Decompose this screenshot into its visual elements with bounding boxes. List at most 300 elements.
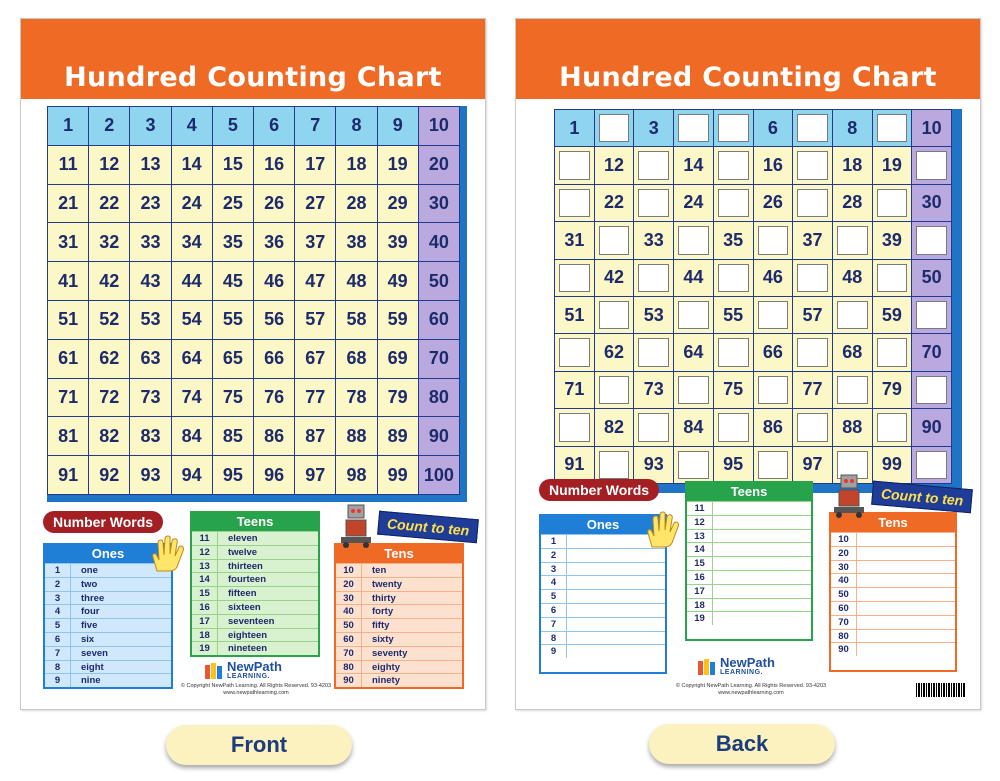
teens-title: Teens xyxy=(192,513,318,531)
grid-cell: 10 xyxy=(912,110,951,146)
grid-cell: 11 xyxy=(48,146,88,184)
blank-box xyxy=(797,413,828,441)
row-number: 15 xyxy=(687,557,713,570)
grid-cell: 29 xyxy=(378,185,418,223)
grid-cell: 63 xyxy=(130,340,170,378)
row-word xyxy=(857,574,955,587)
row-word xyxy=(713,502,811,515)
blank-box xyxy=(678,376,709,404)
grid-cell: 24 xyxy=(674,185,713,221)
table-row xyxy=(687,501,811,515)
grid-cell: 82 xyxy=(89,417,129,455)
blank-box xyxy=(678,451,709,479)
grid-cell: 46 xyxy=(254,262,294,300)
blank-box xyxy=(877,413,908,441)
grid-cell: 71 xyxy=(555,372,594,408)
blank-box xyxy=(837,376,868,404)
grid-cell: 47 xyxy=(295,262,335,300)
row-number: 80 xyxy=(831,630,857,643)
grid-cell: 26 xyxy=(254,185,294,223)
grid-cell: 16 xyxy=(754,147,793,183)
blank-box xyxy=(877,189,908,217)
table-row xyxy=(336,632,462,646)
row-word: seven xyxy=(81,647,108,659)
grid-cell: 14 xyxy=(172,146,212,184)
table-row xyxy=(541,617,665,631)
blank-box xyxy=(638,338,669,366)
blank-box xyxy=(797,151,828,179)
grid-cell: 3 xyxy=(130,107,170,145)
grid-cell: 31 xyxy=(48,223,88,261)
row-number: 70 xyxy=(336,647,362,660)
table-row xyxy=(687,542,811,556)
row-number: 2 xyxy=(45,578,71,591)
table-row xyxy=(192,531,318,545)
table-row xyxy=(336,660,462,674)
row-number: 60 xyxy=(336,633,362,646)
ones-title: Ones xyxy=(45,545,171,563)
row-word: fourteen xyxy=(228,574,266,586)
grid-cell xyxy=(793,147,832,183)
table-row xyxy=(831,601,955,615)
hand-icon xyxy=(149,535,189,573)
row-number: 2 xyxy=(541,549,567,562)
grid-cell: 55 xyxy=(213,301,253,339)
grid-cell xyxy=(714,110,753,146)
row-number: 14 xyxy=(687,543,713,556)
table-row xyxy=(831,560,955,574)
hundred-grid xyxy=(554,109,952,484)
row-word: eighty xyxy=(372,661,400,673)
grid-cell: 53 xyxy=(634,297,673,333)
grid-cell: 79 xyxy=(378,379,418,417)
grid-cell xyxy=(912,222,951,258)
grid-cell: 5 xyxy=(213,107,253,145)
blank-box xyxy=(797,338,828,366)
table-row xyxy=(541,631,665,645)
row-number: 3 xyxy=(45,592,71,605)
row-number: 50 xyxy=(336,619,362,632)
grid-cell: 80 xyxy=(419,379,459,417)
grid-cell: 6 xyxy=(254,107,294,145)
table-row xyxy=(192,600,318,614)
table-row xyxy=(687,529,811,543)
front-poster xyxy=(20,18,486,710)
grid-cell: 90 xyxy=(912,409,951,445)
grid-cell: 60 xyxy=(419,301,459,339)
grid-cell xyxy=(595,372,634,408)
blank-box xyxy=(638,264,669,292)
grid-cell: 64 xyxy=(674,334,713,370)
grid-cell xyxy=(873,185,912,221)
blank-box xyxy=(916,451,947,479)
table-row xyxy=(45,646,171,660)
row-number: 9 xyxy=(541,645,567,658)
blank-box xyxy=(916,226,947,254)
table-row xyxy=(831,642,955,656)
grid-cell: 66 xyxy=(254,340,294,378)
grid-cell xyxy=(833,222,872,258)
row-word: twelve xyxy=(228,546,258,558)
grid-cell: 50 xyxy=(912,260,951,296)
grid-cell: 72 xyxy=(89,379,129,417)
table-row xyxy=(831,573,955,587)
grid-cell xyxy=(555,409,594,445)
row-word xyxy=(713,543,811,556)
row-number: 11 xyxy=(687,502,713,515)
grid-cell: 35 xyxy=(213,223,253,261)
grid-cell: 41 xyxy=(48,262,88,300)
blank-box xyxy=(916,301,947,329)
row-number: 60 xyxy=(831,602,857,615)
row-number: 4 xyxy=(541,576,567,589)
grid-cell: 28 xyxy=(833,185,872,221)
grid-cell xyxy=(873,409,912,445)
grid-cell xyxy=(714,147,753,183)
teens-table xyxy=(685,481,813,641)
blank-box xyxy=(916,376,947,404)
logo-name: NewPath xyxy=(227,659,282,674)
grid-cell: 14 xyxy=(674,147,713,183)
blank-box xyxy=(837,301,868,329)
grid-cell: 96 xyxy=(254,456,294,494)
grid-cell: 25 xyxy=(213,185,253,223)
grid-cell xyxy=(873,260,912,296)
blank-box xyxy=(718,151,749,179)
blank-box xyxy=(718,189,749,217)
row-word: fifty xyxy=(372,620,390,632)
grid-cell: 51 xyxy=(48,301,88,339)
grid-cell: 38 xyxy=(336,223,376,261)
row-word: nine xyxy=(81,675,101,687)
grid-cell: 51 xyxy=(555,297,594,333)
grid-cell xyxy=(793,409,832,445)
grid-cell: 91 xyxy=(555,447,594,483)
grid-cell: 56 xyxy=(254,301,294,339)
grid-cell xyxy=(793,334,832,370)
grid-cell: 21 xyxy=(48,185,88,223)
row-word: eight xyxy=(81,661,104,673)
grid-cell: 28 xyxy=(336,185,376,223)
blank-box xyxy=(877,264,908,292)
grid-cell: 50 xyxy=(419,262,459,300)
newpath-logo xyxy=(205,661,282,680)
table-row xyxy=(45,660,171,674)
grid-cell: 8 xyxy=(336,107,376,145)
grid-cell xyxy=(754,222,793,258)
grid-cell: 94 xyxy=(172,456,212,494)
grid-cell: 62 xyxy=(595,334,634,370)
grid-cell: 33 xyxy=(634,222,673,258)
logo-sub: LEARNING. xyxy=(227,673,270,680)
grid-cell: 9 xyxy=(378,107,418,145)
table-row xyxy=(831,587,955,601)
grid-cell: 34 xyxy=(172,223,212,261)
grid-cell: 76 xyxy=(254,379,294,417)
table-row xyxy=(541,575,665,589)
grid-cell: 75 xyxy=(213,379,253,417)
blank-box xyxy=(758,451,789,479)
website-text: www.newpathlearning.com xyxy=(223,690,289,696)
copyright-text: © Copyright NewPath Learning. All Rights Reserved. 93-4203 xyxy=(675,683,827,689)
row-word: thirteen xyxy=(228,560,263,572)
grid-cell: 33 xyxy=(130,223,170,261)
tens-title: Tens xyxy=(336,545,462,563)
title-banner xyxy=(516,19,980,99)
row-word: nineteen xyxy=(228,643,268,655)
grid-cell: 12 xyxy=(595,147,634,183)
row-word: forty xyxy=(372,606,394,618)
grid-cell xyxy=(555,334,594,370)
row-number: 7 xyxy=(541,618,567,631)
grid-cell: 68 xyxy=(336,340,376,378)
website-text: www.newpathlearning.com xyxy=(718,690,784,696)
grid-cell: 39 xyxy=(378,223,418,261)
front-label-button[interactable]: Front xyxy=(166,725,352,765)
grid-cell: 64 xyxy=(172,340,212,378)
book-icon xyxy=(205,663,223,679)
grid-cell: 70 xyxy=(419,340,459,378)
grid-cell: 55 xyxy=(714,297,753,333)
grid-cell: 73 xyxy=(130,379,170,417)
row-number: 18 xyxy=(192,629,218,642)
count-to-ten-label: Count to ten xyxy=(871,481,973,514)
grid-cell: 44 xyxy=(172,262,212,300)
row-word: three xyxy=(81,592,105,604)
row-word xyxy=(713,571,811,584)
row-number: 10 xyxy=(336,564,362,577)
row-word xyxy=(857,630,955,643)
grid-cell: 73 xyxy=(634,372,673,408)
grid-cell xyxy=(793,260,832,296)
grid-cell: 30 xyxy=(912,185,951,221)
row-word xyxy=(713,599,811,612)
grid-cell: 79 xyxy=(873,372,912,408)
grid-cell xyxy=(674,110,713,146)
grid-cell: 59 xyxy=(873,297,912,333)
grid-cell: 84 xyxy=(172,417,212,455)
robot-icon xyxy=(832,473,866,519)
copyright-block xyxy=(171,683,341,697)
table-row xyxy=(336,563,462,577)
row-number: 17 xyxy=(687,585,713,598)
table-row xyxy=(336,577,462,591)
grid-cell xyxy=(634,260,673,296)
blank-box xyxy=(758,376,789,404)
grid-cell: 8 xyxy=(833,110,872,146)
row-word: thirty xyxy=(372,592,396,604)
grid-cell: 40 xyxy=(419,223,459,261)
row-number: 11 xyxy=(192,532,218,545)
table-row xyxy=(336,673,462,687)
row-word: ninety xyxy=(372,675,400,687)
grid-cell: 87 xyxy=(295,417,335,455)
grid-cell xyxy=(674,372,713,408)
row-word: fifteen xyxy=(228,588,257,600)
grid-cell: 98 xyxy=(336,456,376,494)
grid-cell: 36 xyxy=(254,223,294,261)
grid-cell: 70 xyxy=(912,334,951,370)
blank-box xyxy=(718,114,749,142)
row-word xyxy=(567,604,665,617)
blank-box xyxy=(678,114,709,142)
table-row xyxy=(192,572,318,586)
barcode xyxy=(916,683,966,697)
blank-box xyxy=(599,114,630,142)
row-number: 80 xyxy=(336,661,362,674)
grid-cell xyxy=(793,185,832,221)
blank-box xyxy=(599,301,630,329)
row-word: one xyxy=(81,565,98,576)
grid-cell: 86 xyxy=(754,409,793,445)
grid-cell: 88 xyxy=(833,409,872,445)
row-number: 1 xyxy=(541,535,567,548)
grid-cell: 71 xyxy=(48,379,88,417)
blank-box xyxy=(718,264,749,292)
table-row xyxy=(192,586,318,600)
row-number: 14 xyxy=(192,573,218,586)
book-icon xyxy=(698,659,716,675)
row-word: six xyxy=(81,633,95,645)
blank-box xyxy=(797,189,828,217)
row-word xyxy=(567,645,665,658)
row-number: 40 xyxy=(336,605,362,618)
teens-title: Teens xyxy=(687,483,811,501)
grid-cell: 30 xyxy=(419,185,459,223)
blank-box xyxy=(678,301,709,329)
blank-box xyxy=(877,338,908,366)
grid-cell: 90 xyxy=(419,417,459,455)
copyright-text: © Copyright NewPath Learning. All Rights Reserved. 93-4203 xyxy=(180,683,332,689)
number-words-label: Number Words xyxy=(539,479,659,501)
grid-cell xyxy=(595,110,634,146)
row-word xyxy=(857,643,955,656)
blank-box xyxy=(638,151,669,179)
hundred-grid xyxy=(47,106,460,495)
row-number: 3 xyxy=(541,563,567,576)
grid-cell: 66 xyxy=(754,334,793,370)
row-number: 20 xyxy=(336,578,362,591)
blank-box xyxy=(797,264,828,292)
grid-cell: 57 xyxy=(295,301,335,339)
grid-cell: 44 xyxy=(674,260,713,296)
blank-box xyxy=(877,114,908,142)
grid-cell: 74 xyxy=(172,379,212,417)
blank-box xyxy=(718,338,749,366)
blank-box xyxy=(599,376,630,404)
row-number: 9 xyxy=(45,674,71,687)
ones-title: Ones xyxy=(541,516,665,534)
row-number: 30 xyxy=(831,561,857,574)
row-number: 30 xyxy=(336,592,362,605)
blank-box xyxy=(559,338,590,366)
grid-cell: 1 xyxy=(555,110,594,146)
grid-cell: 3 xyxy=(634,110,673,146)
row-word xyxy=(567,618,665,631)
grid-cell: 88 xyxy=(336,417,376,455)
row-number: 70 xyxy=(831,616,857,629)
back-label-button[interactable]: Back xyxy=(649,724,835,764)
grid-cell xyxy=(714,409,753,445)
row-number: 15 xyxy=(192,587,218,600)
grid-cell: 39 xyxy=(873,222,912,258)
grid-cell: 22 xyxy=(595,185,634,221)
grid-cell: 91 xyxy=(48,456,88,494)
copyright-block xyxy=(666,683,836,697)
grid-cell xyxy=(595,447,634,483)
chart-title: Hundred Counting Chart xyxy=(559,62,937,93)
row-number: 19 xyxy=(687,612,713,625)
grid-cell: 93 xyxy=(130,456,170,494)
grid-cell: 58 xyxy=(336,301,376,339)
logo-sub: LEARNING. xyxy=(720,669,763,676)
table-row xyxy=(45,632,171,646)
tens-table xyxy=(334,543,464,689)
grid-cell xyxy=(912,147,951,183)
row-number: 8 xyxy=(45,661,71,674)
row-number: 12 xyxy=(687,516,713,529)
blank-box xyxy=(718,413,749,441)
table-row xyxy=(192,614,318,628)
grid-cell: 23 xyxy=(130,185,170,223)
table-row xyxy=(541,603,665,617)
grid-cell: 7 xyxy=(295,107,335,145)
chart-title: Hundred Counting Chart xyxy=(64,62,442,93)
row-word xyxy=(857,616,955,629)
row-word xyxy=(713,530,811,543)
grid-cell xyxy=(595,222,634,258)
grid-cell: 15 xyxy=(213,146,253,184)
blank-box xyxy=(758,301,789,329)
grid-cell: 82 xyxy=(595,409,634,445)
table-row xyxy=(831,546,955,560)
grid-cell xyxy=(634,409,673,445)
table-row xyxy=(831,629,955,643)
tens-table xyxy=(829,512,957,672)
row-word xyxy=(857,561,955,574)
row-number: 18 xyxy=(687,599,713,612)
row-word: eleven xyxy=(228,533,258,544)
tens-title: Tens xyxy=(831,514,955,532)
row-word xyxy=(713,585,811,598)
grid-cell: 67 xyxy=(295,340,335,378)
table-row xyxy=(541,589,665,603)
row-number: 16 xyxy=(192,601,218,614)
number-words-label: Number Words xyxy=(43,511,163,533)
blank-box xyxy=(599,226,630,254)
row-number: 19 xyxy=(192,642,218,655)
row-number: 6 xyxy=(541,604,567,617)
table-row xyxy=(687,584,811,598)
grid-cell xyxy=(873,110,912,146)
grid-cell: 77 xyxy=(295,379,335,417)
row-number: 5 xyxy=(45,619,71,632)
grid-cell: 78 xyxy=(336,379,376,417)
grid-cell: 81 xyxy=(48,417,88,455)
grid-cell: 100 xyxy=(419,456,459,494)
table-row xyxy=(192,641,318,655)
grid-cell: 4 xyxy=(172,107,212,145)
blank-box xyxy=(559,151,590,179)
blank-box xyxy=(559,189,590,217)
row-word xyxy=(567,576,665,589)
grid-cell: 52 xyxy=(89,301,129,339)
blank-box xyxy=(559,413,590,441)
table-row xyxy=(541,644,665,658)
table-row xyxy=(45,577,171,591)
grid-cell xyxy=(634,185,673,221)
back-poster xyxy=(515,18,981,710)
